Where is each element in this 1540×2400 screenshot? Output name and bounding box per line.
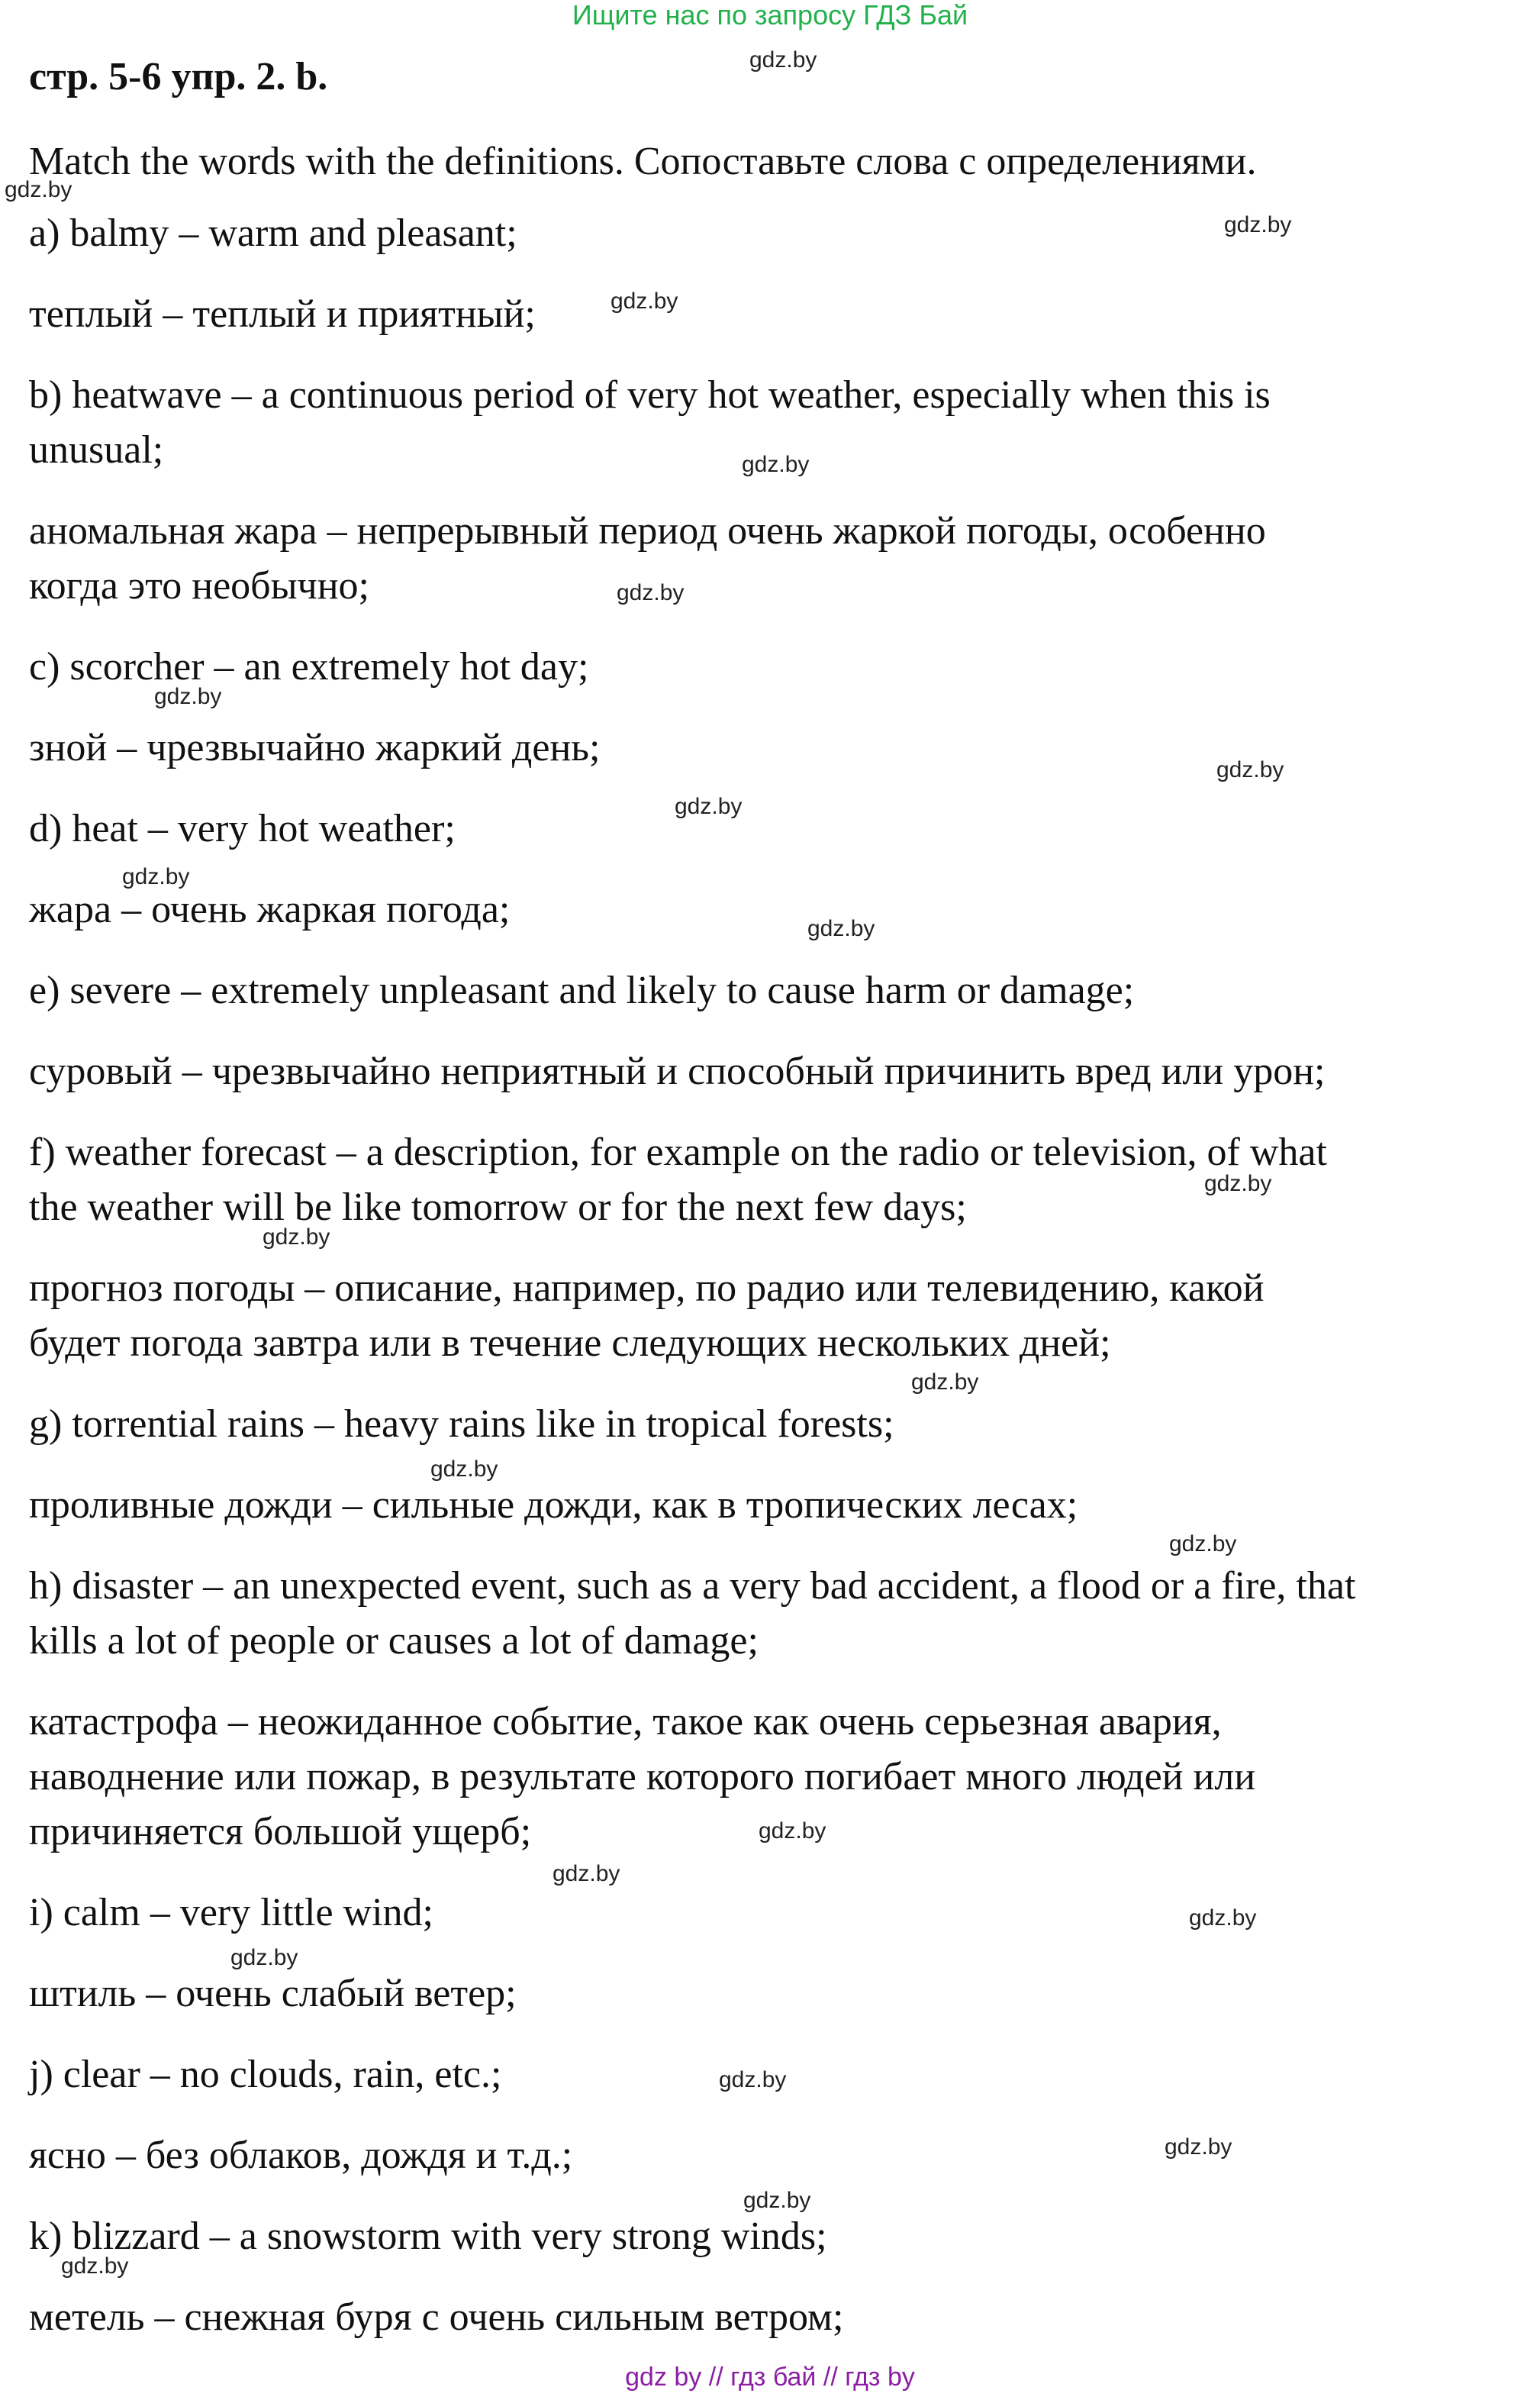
item-b-en-line2: unusual; (29, 428, 164, 472)
item-c-en: c) scorcher – an extremely hot day; (29, 645, 589, 689)
item-c-ru: зной – чрезвычайно жаркий день; (29, 726, 601, 769)
footer-links: gdz by // гдз бай // гдз by (625, 2363, 915, 2392)
watermark: gdz.by (1216, 757, 1284, 782)
item-j-en: j) clear – no clouds, rain, etc.; (29, 2053, 502, 2096)
watermark: gdz.by (1204, 1171, 1272, 1196)
item-a-ru: теплый – теплый и приятный; (29, 292, 536, 336)
watermark: gdz.by (742, 452, 810, 477)
top-banner: Ищите нас по запросу ГДЗ Бай (572, 0, 968, 31)
watermark: gdz.by (719, 2067, 787, 2092)
item-a-en: a) balmy – warm and pleasant; (29, 211, 517, 255)
watermark: gdz.by (1189, 1905, 1257, 1931)
watermark: gdz.by (1224, 212, 1292, 237)
item-b-ru-line1: аномальная жара – непрерывный период очень жаркой погоды, особенно (29, 509, 1266, 553)
watermark: gdz.by (122, 864, 190, 889)
exercise-heading: стр. 5-6 упр. 2. b. (29, 55, 328, 98)
watermark: gdz.by (911, 1369, 979, 1395)
item-b-en-line1: b) heatwave – a continuous period of very hot weather, especially when this is (29, 373, 1271, 417)
watermark: gdz.by (263, 1224, 330, 1250)
watermark: gdz.by (611, 289, 678, 314)
watermark: gdz.by (749, 47, 817, 73)
item-k-en: k) blizzard – a snowstorm with very strong winds; (29, 2215, 827, 2258)
watermark: gdz.by (807, 916, 875, 941)
item-f-en-line2: the weather will be like tomorrow or for the next few days; (29, 1185, 967, 1229)
item-k-ru: метель – снежная буря с очень сильным ветром; (29, 2295, 844, 2339)
item-i-ru: штиль – очень слабый ветер; (29, 1972, 517, 2015)
item-f-ru-line2: будет погода завтра или в течение следующих нескольких дней; (29, 1321, 1111, 1365)
item-h-ru-line1: катастрофа – неожиданное событие, такое как очень серьезная авария, (29, 1700, 1222, 1744)
item-f-ru-line1: прогноз погоды – описание, например, по радио или телевидению, какой (29, 1266, 1265, 1310)
item-e-en: e) severe – extremely unpleasant and likely to cause harm or damage; (29, 969, 1135, 1012)
watermark: gdz.by (553, 1861, 620, 1886)
watermark: gdz.by (430, 1456, 498, 1482)
item-h-en-line2: kills a lot of people or causes a lot of damage; (29, 1619, 759, 1663)
item-h-ru-line2: наводнение или пожар, в результате которого погибает много людей или (29, 1755, 1256, 1798)
watermark: gdz.by (5, 177, 72, 202)
item-g-ru: проливные дожди – сильные дожди, как в тропических лесах; (29, 1483, 1078, 1527)
item-e-ru: суровый – чрезвычайно неприятный и способный причинить вред или урон; (29, 1050, 1326, 1093)
item-f-en-line1: f) weather forecast – a description, for example on the radio or television, of what (29, 1131, 1327, 1174)
watermark: gdz.by (675, 794, 743, 819)
watermark: gdz.by (759, 1818, 826, 1844)
watermark: gdz.by (61, 2253, 129, 2279)
watermark: gdz.by (617, 580, 685, 605)
item-d-en: d) heat – very hot weather; (29, 807, 456, 850)
watermark: gdz.by (743, 2188, 811, 2213)
watermark: gdz.by (230, 1945, 298, 1970)
item-i-en: i) calm – very little wind; (29, 1891, 433, 1934)
item-h-ru-line3: причиняется большой ущерб; (29, 1810, 532, 1853)
item-b-ru-line2: когда это необычно; (29, 564, 369, 608)
item-j-ru: ясно – без облаков, дождя и т.д.; (29, 2134, 573, 2177)
item-g-en: g) torrential rains – heavy rains like in tropical forests; (29, 1402, 894, 1446)
watermark: gdz.by (1169, 1531, 1237, 1556)
watermark: gdz.by (154, 684, 222, 709)
item-h-en-line1: h) disaster – an unexpected event, such as a very bad accident, a flood or a fire, that (29, 1564, 1356, 1608)
instruction-text: Match the words with the definitions. Сопоставьте слова с определениями. (29, 140, 1257, 183)
watermark: gdz.by (1165, 2134, 1232, 2160)
item-d-ru: жара – очень жаркая погода; (29, 888, 511, 931)
